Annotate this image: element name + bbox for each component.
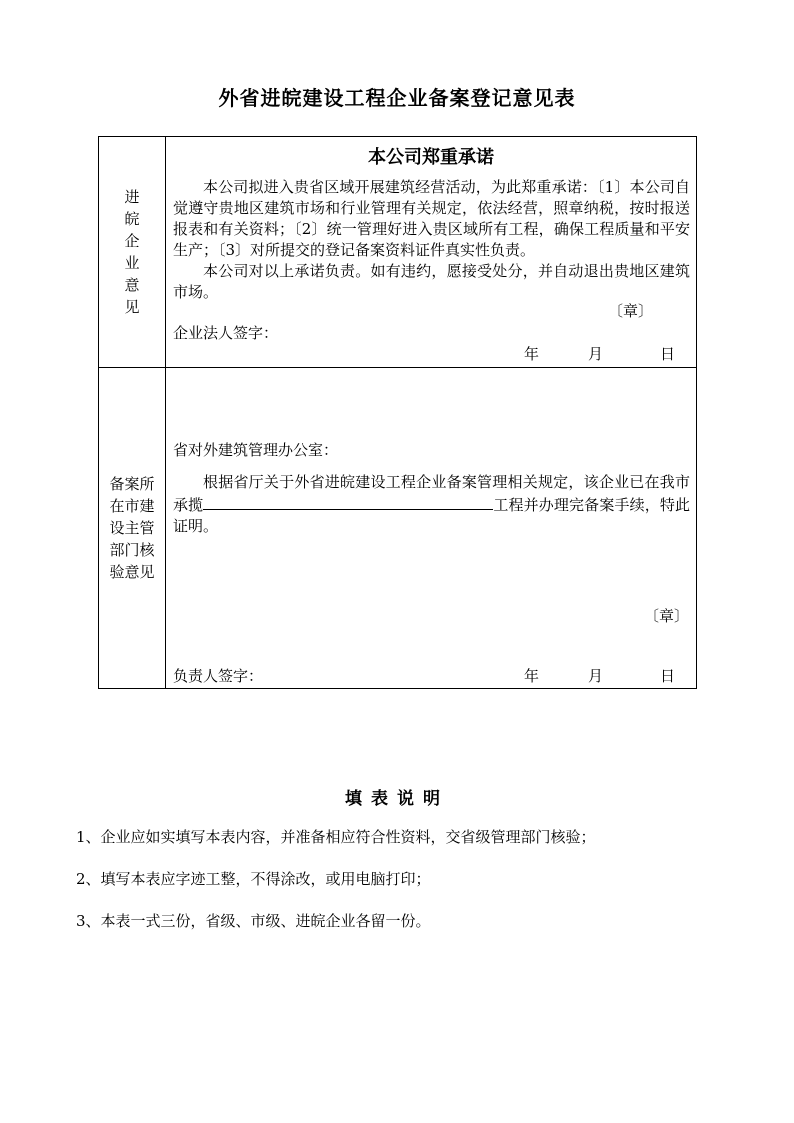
- instructions-title: 填表说明: [345, 789, 449, 809]
- authority-opinion-row: [99, 368, 697, 689]
- registration-form-table: [98, 136, 697, 689]
- responsible-person-signature-label: 负责人签字：: [173, 667, 264, 685]
- verification-paragraph: 根据省厅关于外省进皖建设工程企业备案管理相关规定，该企业已在我市承揽 工程并办理完备案手续，特此证明。: [173, 473, 690, 535]
- addressee: 省对外建筑管理办公室：: [173, 441, 339, 459]
- authority-seal-placeholder: 〔章〕: [644, 607, 690, 625]
- pledge-heading: 本公司郑重承诺: [368, 147, 494, 168]
- date-year-label: 年: [524, 345, 540, 363]
- date-day-label: 日: [660, 345, 676, 363]
- form-title: 外省进皖建设工程企业备案登记意见表: [218, 86, 576, 110]
- company-seal-placeholder: 〔章〕: [608, 302, 654, 320]
- pledge-paragraph-2: 本公司对以上承诺负责。如有违约，愿接受处分，并自动退出贵地区建筑市场。: [173, 262, 690, 301]
- authority-opinion-label: 备案所 在市建 设主管 部门核 验意见: [99, 368, 166, 689]
- enterprise-opinion-row: [99, 137, 697, 368]
- instruction-item-2: 2、填写本表应字迹工整，不得涂改，或用电脑打印；: [76, 870, 431, 888]
- enterprise-opinion-label: 进 皖 企 业 意 见: [99, 137, 166, 368]
- date-month-label: 月: [588, 345, 604, 363]
- enterprise-opinion-cell: [166, 137, 697, 368]
- project-name-blank[interactable]: [203, 493, 493, 510]
- legal-rep-signature-label: 企业法人签字：: [173, 324, 279, 342]
- instruction-item-1: 1、企业应如实填写本表内容，并准备相应符合性资料，交省级管理部门核验；: [76, 828, 596, 846]
- date-day-label-2: 日: [660, 667, 676, 685]
- instruction-item-3: 3、本表一式三份，省级、市级、进皖企业各留一份。: [76, 912, 431, 930]
- date-year-label-2: 年: [524, 667, 540, 685]
- pledge-paragraph-1: 本公司拟进入贵省区域开展建筑经营活动，为此郑重承诺：〔1〕本公司自觉遵守贵地区建筑市场和行业管理有关规定，依法经营，照章纳税，按时报送报表和有关资料；〔2〕统一管理好进入贵区域所有工程，确保工程质量和平安生产；〔3〕对所提交的登记备案资料证件真实性负责。: [173, 178, 690, 259]
- date-month-label-2: 月: [588, 667, 604, 685]
- authority-opinion-cell: [166, 368, 697, 689]
